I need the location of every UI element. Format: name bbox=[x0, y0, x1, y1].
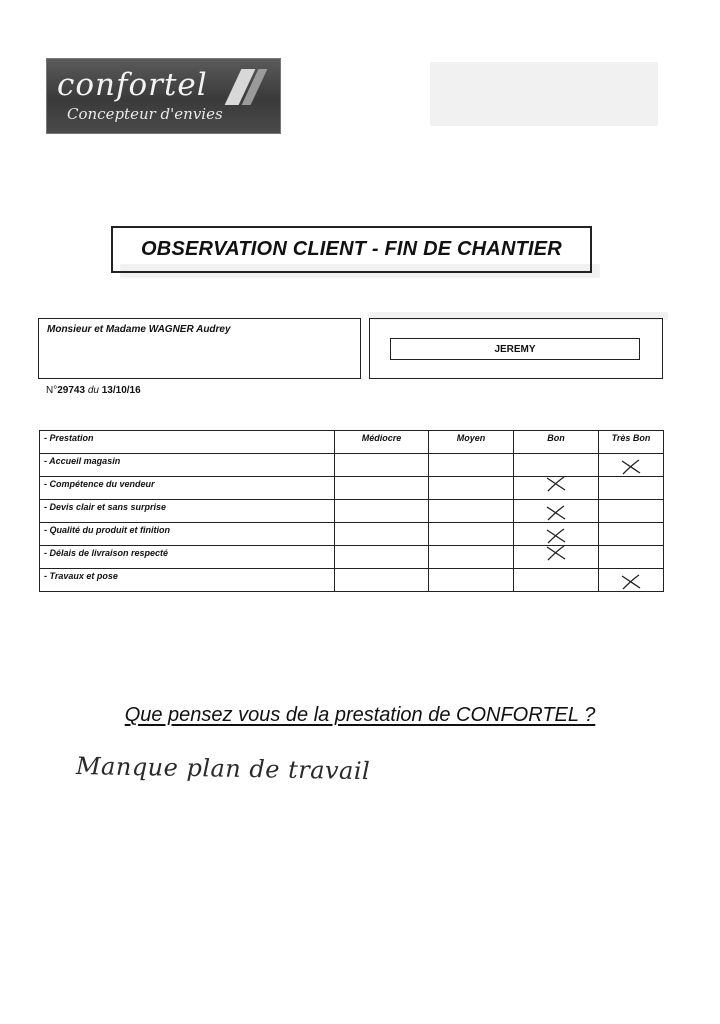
row-label: - Devis clair et sans surprise bbox=[40, 500, 335, 523]
table-header-row bbox=[40, 431, 664, 454]
column-header: Médiocre bbox=[335, 431, 429, 454]
client-box bbox=[38, 318, 361, 379]
rating-cell bbox=[599, 500, 664, 523]
x-mark-icon bbox=[514, 477, 598, 499]
confortel-logo bbox=[46, 58, 281, 134]
vendor-name: JEREMY bbox=[494, 343, 536, 355]
rating-cell bbox=[335, 500, 429, 523]
rating-cell bbox=[429, 546, 514, 569]
x-mark-icon bbox=[599, 454, 663, 476]
rating-cell bbox=[335, 477, 429, 500]
table-row bbox=[40, 569, 664, 592]
rating-cell bbox=[335, 569, 429, 592]
bleed-through-logo bbox=[430, 62, 658, 126]
column-header: Bon bbox=[514, 431, 599, 454]
feedback-question: Que pensez vous de la prestation de CONFORTEL ? bbox=[124, 704, 596, 726]
rating-cell bbox=[429, 500, 514, 523]
order-du: du bbox=[87, 385, 99, 396]
row-label: - Délais de livraison respecté bbox=[40, 546, 335, 569]
table-row bbox=[40, 546, 664, 569]
order-number: 29743 bbox=[57, 385, 86, 396]
column-header: Très Bon bbox=[599, 431, 664, 454]
table-row bbox=[40, 454, 664, 477]
rating-cell bbox=[599, 523, 664, 546]
rating-cell bbox=[429, 569, 514, 592]
column-header: Moyen bbox=[429, 431, 514, 454]
rating-cell bbox=[429, 523, 514, 546]
rating-table bbox=[39, 430, 664, 592]
rating-cell bbox=[514, 477, 599, 500]
order-prefix: N° bbox=[46, 385, 58, 396]
handwritten-answer: Manque plan de travail bbox=[75, 752, 371, 786]
rating-cell bbox=[514, 500, 599, 523]
x-mark-icon bbox=[514, 500, 598, 522]
row-label: - Compétence du vendeur bbox=[40, 477, 335, 500]
order-reference bbox=[46, 385, 141, 396]
rating-cell bbox=[429, 454, 514, 477]
rating-cell bbox=[514, 454, 599, 477]
rating-cell bbox=[599, 546, 664, 569]
rating-cell bbox=[429, 477, 514, 500]
rating-cell bbox=[514, 569, 599, 592]
table-row bbox=[40, 500, 664, 523]
row-label: - Travaux et pose bbox=[40, 569, 335, 592]
rating-cell bbox=[599, 569, 664, 592]
client-name: Monsieur et Madame WAGNER Audrey bbox=[47, 324, 231, 335]
row-label: - Qualité du produit et finition bbox=[40, 523, 335, 546]
column-header: - Prestation bbox=[40, 431, 335, 454]
rating-cell bbox=[335, 523, 429, 546]
vendor-name-field bbox=[390, 338, 640, 360]
document-title-box bbox=[111, 226, 592, 273]
document-title: OBSERVATION CLIENT - FIN DE CHANTIER bbox=[141, 238, 562, 260]
rating-cell bbox=[599, 454, 664, 477]
rating-cell bbox=[514, 523, 599, 546]
x-mark-icon bbox=[514, 546, 598, 568]
rating-cell bbox=[599, 477, 664, 500]
table-row bbox=[40, 523, 664, 546]
row-label: - Accueil magasin bbox=[40, 454, 335, 477]
logo-tagline: Concepteur d'envies bbox=[67, 105, 223, 123]
x-mark-icon bbox=[514, 523, 598, 545]
rating-cell bbox=[335, 454, 429, 477]
rating-cell bbox=[335, 546, 429, 569]
x-mark-icon bbox=[599, 569, 663, 591]
order-date: 13/10/16 bbox=[101, 385, 141, 396]
table-row bbox=[40, 477, 664, 500]
rating-cell bbox=[514, 546, 599, 569]
logo-brand: confortel bbox=[57, 67, 208, 103]
vendor-box bbox=[369, 318, 663, 379]
